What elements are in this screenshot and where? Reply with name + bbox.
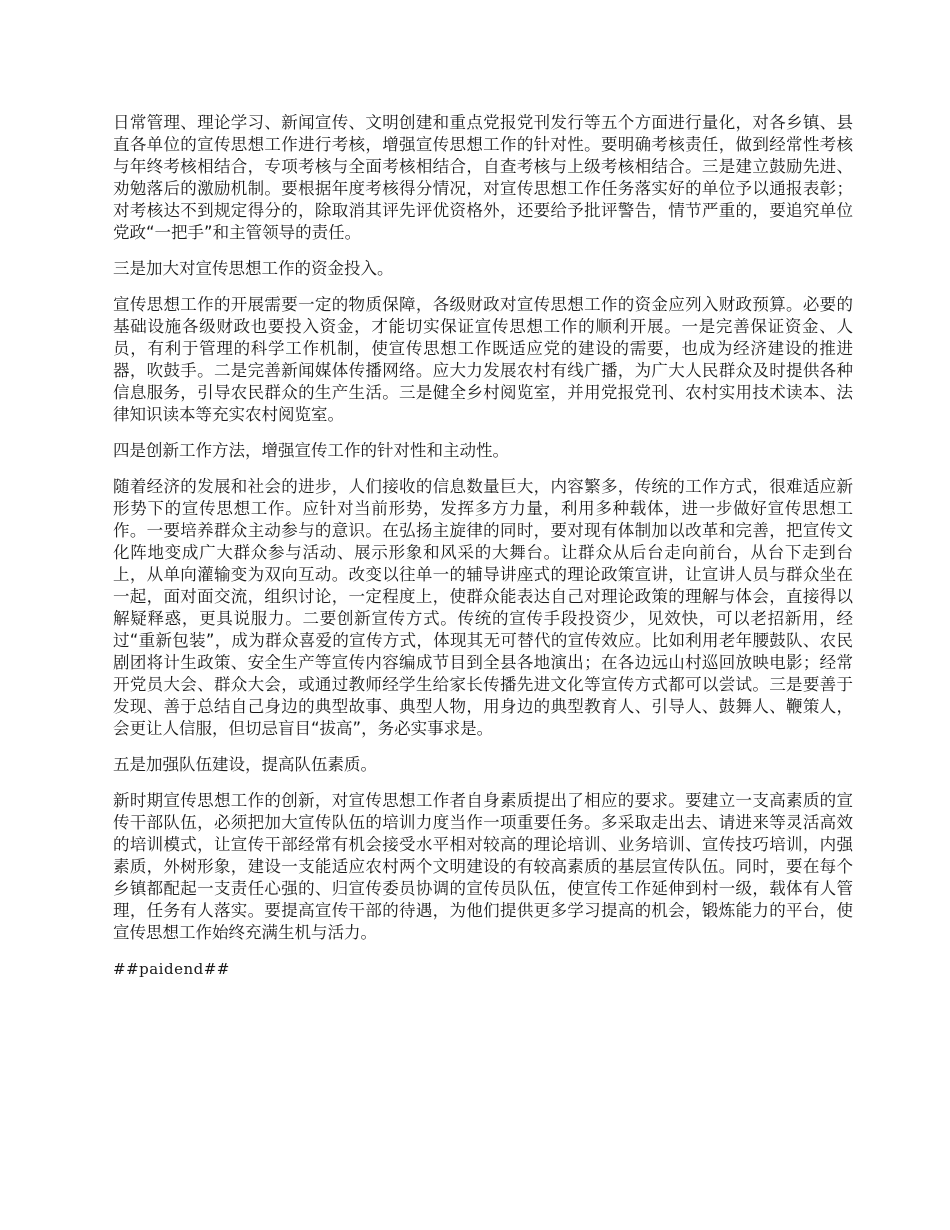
section-heading-team: 五是加强队伍建设，提高队伍素质。	[113, 755, 377, 774]
document-body	[113, 112, 853, 980]
section-heading-methods: 四是创新工作方法，增强宣传工作的针对性和主动性。	[113, 441, 509, 460]
paragraph-methods: 随着经济的发展和社会的进步，人们接收的信息数量巨大，内容繁多，传统的工作方式，很难适应新形势下的宣传思想工作。应针对当前形势，发挥多方力量，利用多种载体，进一步做好宣传思想工作。一要培养群众主动参与的意识。在弘扬主旋律的同时，要对现有体制加以改革和完善，把宣传文化阵地变成广大群众参与活动、展示形象和风采的大舞台。让群众从后台走向前台，从台下走到台上，从单向灌输变为双向互动。改变以往单一的辅导讲座式的理论政策宣讲，让宣讲人员与群众坐在一起，面对面交流，组织讨论，一定程度上，使群众能表达自己对理论政策的理解与体会，直接得以解疑释惑，更具说服力。二要创新宣传方式。传统的宣传手段投资少，见效快，可以老招新用，经过“重新包装”，成为群众喜爱的宣传方式，体现其无可替代的宣传效应。比如利用老年腰鼓队、农民剧团将计生政策、安全生产等宣传内容编成节目到全县各地演出；在各边远山村巡回放映电影；经常开党员大会、群众大会，或通过教师经学生给家长传播先进文化等宣传方式都可以尝试。三是要善于发现、善于总结自己身边的典型故事、典型人物，用身边的典型教育人、引导人、鼓舞人、鞭策人，会更让人信服，但切忌盲目“拔高”，务必实事求是。	[113, 477, 853, 738]
paragraph-team: 新时期宣传思想工作的创新，对宣传思想工作者自身素质提出了相应的要求。要建立一支高素质的宣传干部队伍，必须把加大宣传队伍的培训力度当作一项重要任务。多采取走出去、请进来等灵活高效的培训模式，让宣传干部经常有机会接受水平相对较高的理论培训、业务培训、宣传技巧培训，内强素质，外树形象，建设一支能适应农村两个文明建设的有较高素质的基层宣传队伍。同时，要在每个乡镇都配起一支责任心强的、归宣传委员协调的宣传员队伍，使宣传工作延伸到村一级，载体有人管理，任务有人落实。要提高宣传干部的待遇，为他们提供更多学习提高的机会，锻炼能力的平台，使宣传思想工作始终充满生机与活力。	[113, 791, 853, 942]
end-marker: ##paidend##	[113, 960, 230, 978]
paragraph-assessment-mechanism: 日常管理、理论学习、新闻宣传、文明创建和重点党报党刊发行等五个方面进行量化，对各乡镇、县直各单位的宣传思想工作进行考核，增强宣传思想工作的针对性。要明确考核责任，做到经常性考核与年终考核相结合，专项考核与全面考核相结合，自查考核与上级考核相结合。三是建立鼓励先进、劝勉落后的激励机制。要根据年度考核得分情况，对宣传思想工作任务落实好的单位予以通报表彰；对考核达不到规定得分的，除取消其评先评优资格外，还要给予批评警告，情节严重的，要追究单位党政“一把手”和主管领导的责任。	[113, 113, 853, 242]
paragraph-funding: 宣传思想工作的开展需要一定的物质保障，各级财政对宣传思想工作的资金应列入财政预算。必要的基础设施各级财政也要投入资金，才能切实保证宣传思想工作的顺利开展。一是完善保证资金、人员，有利于管理的科学工作机制，使宣传思想工作既适应党的建设的需要，也成为经济建设的推进器，吹鼓手。二是完善新闻媒体传播网络。应大力发展农村有线广播，为广大人民群众及时提供各种信息服务，引导农民群众的生产生活。三是健全乡村阅览室，并用党报党刊、农村实用技术读本、法律知识读本等充实农村阅览室。	[113, 295, 853, 424]
section-heading-funding: 三是加大对宣传思想工作的资金投入。	[113, 259, 394, 278]
